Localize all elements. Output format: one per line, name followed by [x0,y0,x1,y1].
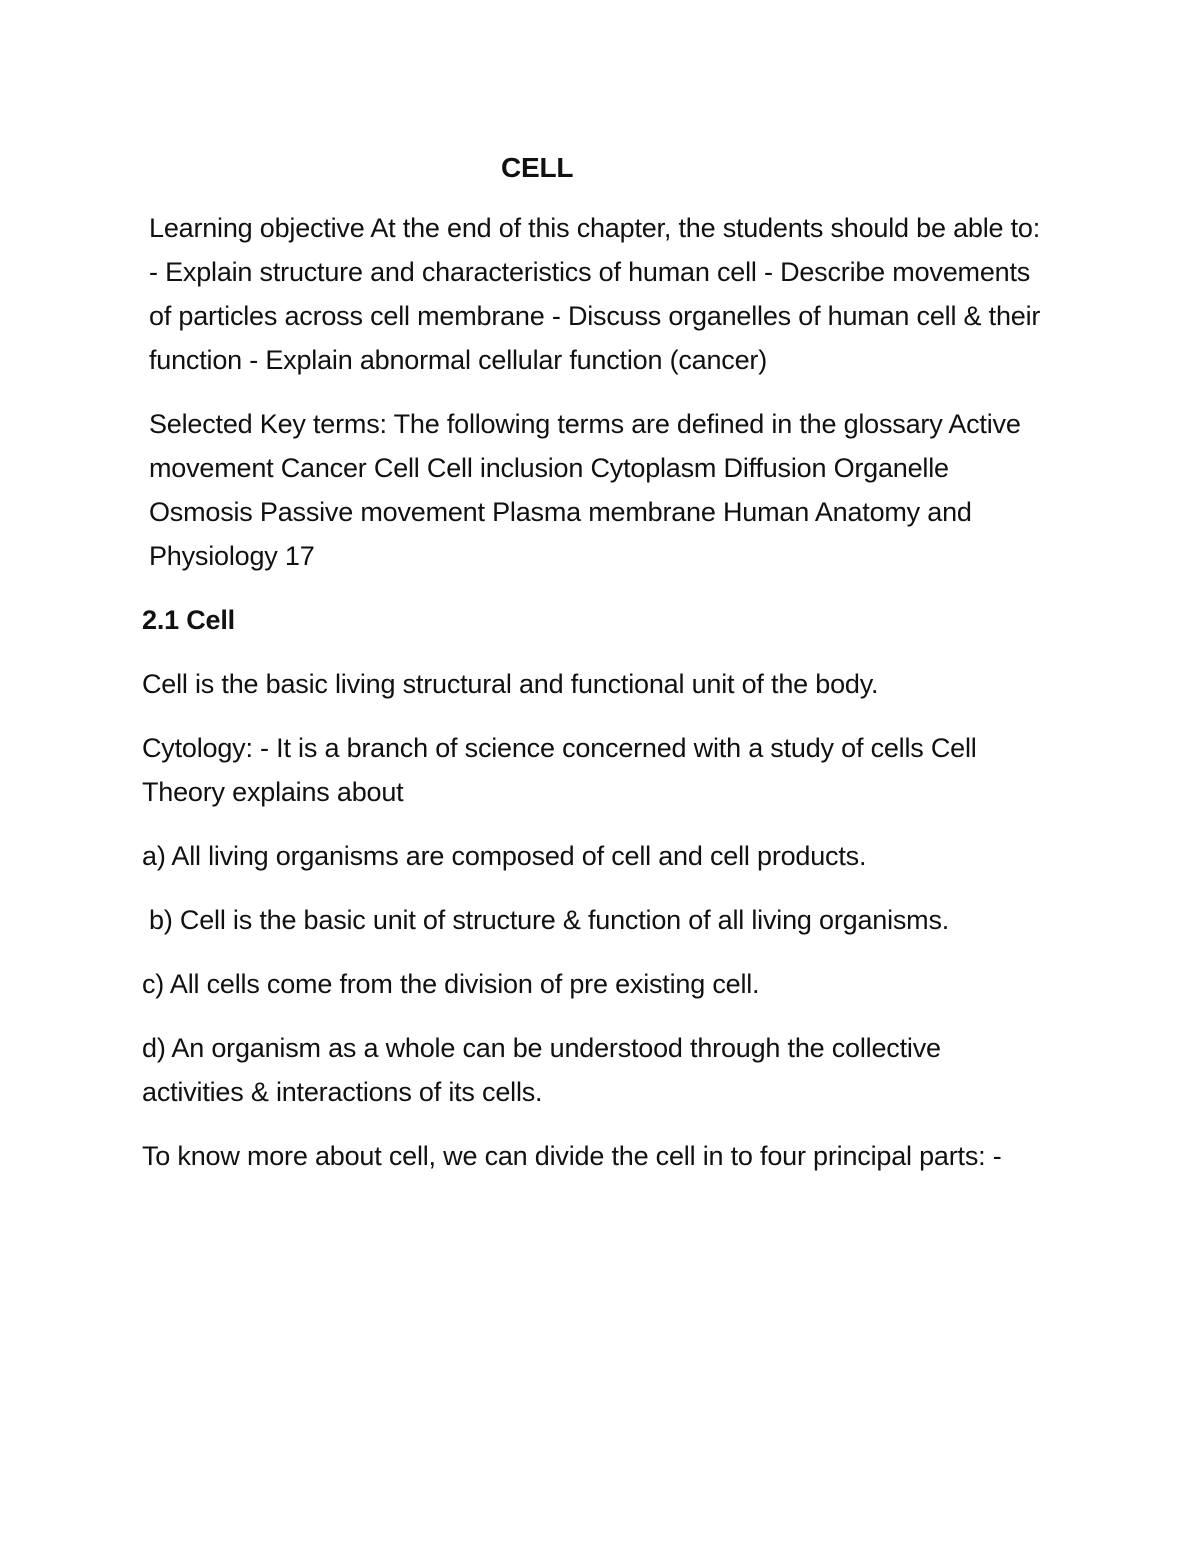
cell-definition-paragraph: Cell is the basic living structural and functional unit of the body. [142,669,879,699]
cell-theory-point-d: d) An organism as a whole can be understood through the collective activities & interactions of its cells. [142,1033,941,1107]
cell-theory-point-b: b) Cell is the basic unit of structure & function of all living organisms. [149,905,950,935]
document-title: CELL [501,152,574,183]
cytology-paragraph: Cytology: - It is a branch of science concerned with a study of cells Cell Theory explains about [142,733,977,807]
section-heading: 2.1 Cell [142,605,235,635]
cell-theory-point-c: c) All cells come from the division of pre existing cell. [142,969,760,999]
closing-paragraph: To know more about cell, we can divide the cell in to four principal parts: - [142,1141,1002,1171]
learning-objective-paragraph: Learning objective At the end of this chapter, the students should be able to: - Explain structure and characteristics of human cell - Describe movements of particles across cell membrane - Discuss organelles of human cell & their function - Explain abnormal cellular function (cancer) [149,213,1041,375]
cell-theory-point-a: a) All living organisms are composed of cell and cell products. [142,841,867,871]
document-body [142,146,1047,1198]
key-terms-paragraph: Selected Key terms: The following terms are defined in the glossary Active movement Cancer Cell Cell inclusion Cytoplasm Diffusion Organelle Osmosis Passive movement Plasma membrane Human Anatomy and Physiology 17 [149,409,1021,571]
